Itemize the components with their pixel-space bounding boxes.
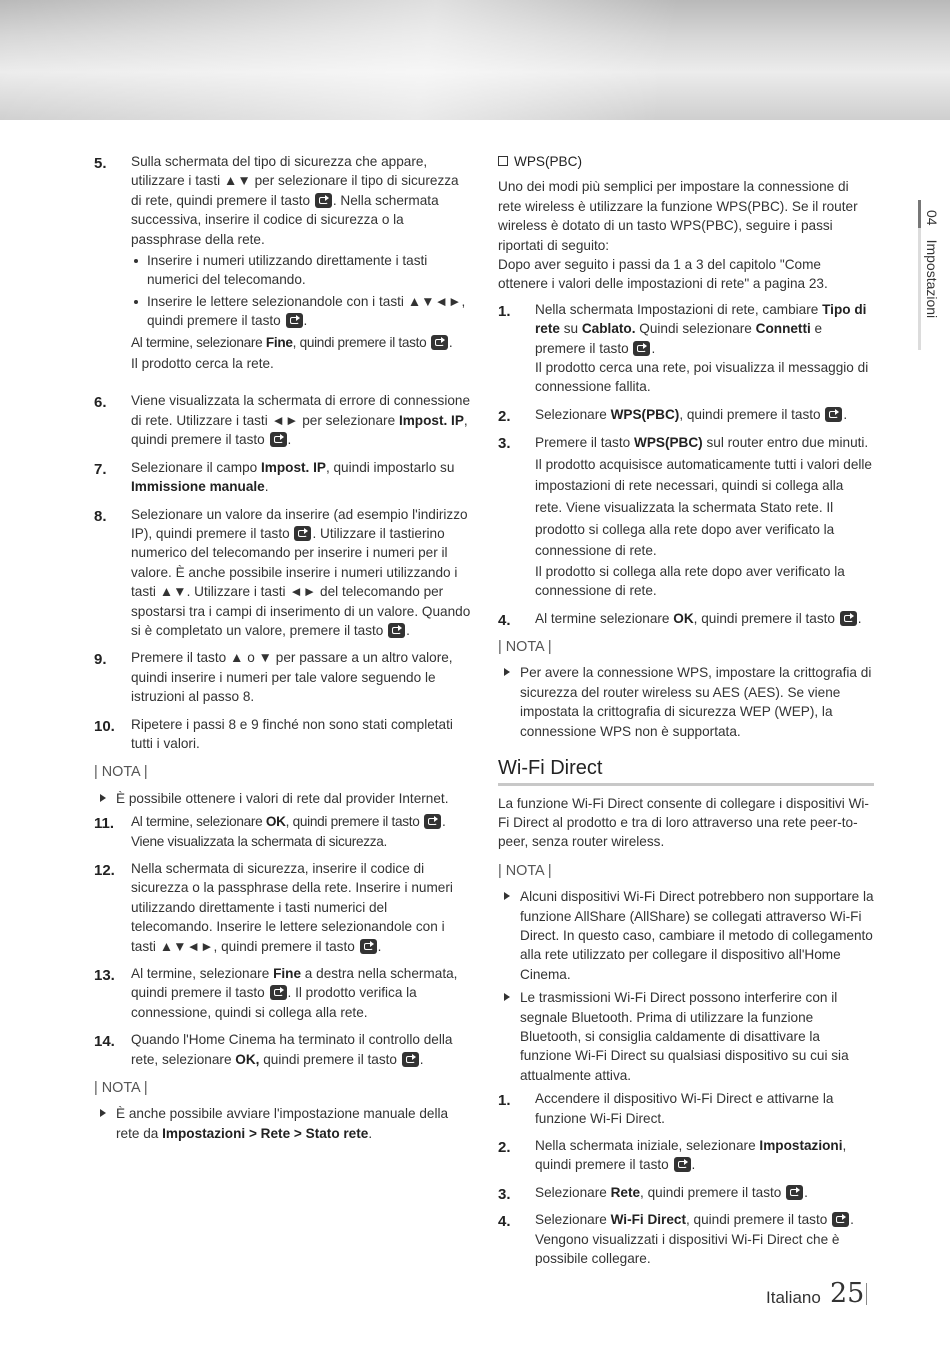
wps-intro: Uno dei modi più semplici per impostare la connessione di rete wireless è utilizzare la funzione WPS(PBC). Se il router wireless è dotato di un tasto WPS(PBC), seguire i passi riportati di seguito: [498, 179, 858, 253]
bullet-item: Inserire i numeri utilizzando direttamente i tasti numerici del telecomando. [131, 251, 472, 290]
wps-step-3: 3. Premere il tasto WPS(PBC) sul router entro due minuti. Il prodotto acquisisce automaticamente tutti i valori delle impostazioni di rete necessari, quindi si collega alla rete. Viene visualizzata la schermata Stato rete. Il prodotto si collega alla rete dopo aver verificato la connessione di rete. Il prodotto si collega alla rete dopo aver verificato la connessione di rete. [498, 435, 872, 599]
chapter-number: 04 [924, 210, 940, 226]
step-number: 10. [94, 717, 115, 735]
enter-button-icon [402, 1052, 419, 1067]
right-column [498, 152, 874, 1276]
step-number: 11. [94, 815, 115, 833]
step-number: 2. [498, 1139, 511, 1156]
header-band [0, 0, 950, 120]
step-6: 6. Viene visualizzata la schermata di errore di connessione di rete. Utilizzare i tasti ◄► per selezionare Impost. IP, quindi premere il tasto . [94, 393, 471, 448]
enter-button-icon [840, 611, 857, 626]
footer-language: Italiano [766, 1288, 821, 1307]
step-number: 13. [94, 967, 115, 985]
note-heading: | NOTA | [94, 1080, 148, 1097]
checkbox-icon [498, 156, 508, 166]
wifi-direct-intro: La funzione Wi-Fi Direct consente di collegare i dispositivi Wi-Fi Direct al prodotto e tra di loro attraverso una rete peer-to-peer, senza router wireless. [498, 795, 869, 850]
wifi-step-4: 4. Selezionare Wi-Fi Direct, quindi premere il tasto . Vengono visualizzati i dispositivi Wi-Fi Direct che è possibile collegare. [498, 1212, 854, 1267]
step-number: 4. [498, 1213, 511, 1231]
note-item: Alcuni dispositivi Wi-Fi Direct potrebbero non supportare la funzione AllShare (AllShare) se collegati attraverso Wi-Fi Direct. In questo caso, cambiare il metodo di collegamento alla rete utilizzato per collegare il dispositivo all'Home Cinema. [498, 887, 874, 984]
step-number: 8. [94, 507, 107, 525]
step-number: 12. [94, 862, 115, 879]
step-number: 4. [498, 611, 511, 629]
note-heading: | NOTA | [498, 639, 552, 656]
wifi-step-1: 1. Accendere il dispositivo Wi-Fi Direct e attivarne la funzione Wi-Fi Direct. [498, 1091, 834, 1126]
enter-button-icon [286, 313, 303, 328]
step-number: 3. [498, 435, 511, 453]
bullet-item: Inserire le lettere selezionandole con i tasti ▲▼◄►, quindi premere il tasto . [131, 292, 472, 331]
step-number: 1. [498, 302, 511, 320]
step-14: 14. Quando l'Home Cinema ha terminato il controllo della rete, selezionare OK, quindi premere il tasto . [94, 1032, 453, 1067]
step-number: 2. [498, 407, 511, 425]
step-5 [94, 152, 472, 373]
enter-button-icon [315, 193, 332, 208]
note-item: Per avere la connessione WPS, impostare la crittografia di sicurezza del router wireless su AES (AES). Se viene impostata la crittografia di sicurezza WEP (WEP), la connessione WPS non è supportata. [498, 663, 874, 741]
step-number: 14. [94, 1033, 115, 1051]
enter-button-icon [270, 985, 287, 1000]
enter-button-icon [424, 814, 441, 829]
enter-button-icon [825, 407, 842, 422]
enter-button-icon [786, 1185, 803, 1200]
enter-button-icon [270, 432, 287, 447]
note-item: È possibile ottenere i valori di rete dal provider Internet. [94, 789, 472, 808]
step-number: 3. [498, 1185, 511, 1203]
step-number: 1. [498, 1092, 511, 1110]
wps-heading: WPS(PBC) [498, 152, 874, 171]
step-text: Sulla schermata del tipo di sicurezza che appare, utilizzare i tasti ▲▼ per selezionare il tipo di sicurezza di rete, quindi premere il tasto . Nella schermata successiva, inserire il codice di sicurezza o la passphrase della rete. [131, 154, 459, 247]
step-11: 11. Al termine, selezionare OK, quindi premere il tasto . Viene visualizzata la schermata di sicurezza. [94, 814, 446, 849]
wifi-step-3: 3. Selezionare Rete, quindi premere il tasto . [498, 1184, 808, 1203]
note-item: È anche possibile avviare l'impostazione manuale della rete da Impostazioni > Rete > Stato rete. [94, 1104, 472, 1143]
step-number: 6. [94, 394, 107, 412]
wifi-step-2: 2. Nella schermata iniziale, selezionare Impostazioni, quindi premere il tasto . [498, 1138, 847, 1173]
step-note: Il prodotto cerca la rete. [131, 356, 274, 372]
enter-button-icon [674, 1157, 691, 1172]
enter-button-icon [431, 335, 448, 350]
step-number: 5. [94, 155, 107, 172]
footer-divider [866, 1283, 867, 1305]
note-heading: | NOTA | [498, 862, 552, 879]
enter-button-icon [633, 341, 650, 356]
wps-intro-2: Dopo aver seguito i passi da 1 a 3 del capitolo "Come ottenere i valori delle impostazioni di rete" a pagina 23. [498, 257, 828, 292]
enter-button-icon [388, 623, 405, 638]
enter-button-icon [294, 526, 311, 541]
step-number: 7. [94, 460, 107, 478]
chapter-title: Impostazioni [924, 239, 940, 319]
wps-step-2: 2. Selezionare WPS(PBC), quindi premere il tasto . [498, 406, 848, 425]
step-13: 13. Al termine, selezionare Fine a destra nella schermata, quindi premere il tasto . Il prodotto verifica la connessione, quindi si collega alla rete. [94, 966, 458, 1020]
step-12: 12. Nella schermata di sicurezza, inserire il codice di sicurezza o la passphrase della rete. Inserire i numeri utilizzando direttamente i tasti numerici del telecomando. Inserire le lettere selezionandole con i tasti ▲▼◄►, quindi premere il tasto . [94, 861, 453, 954]
section-divider [498, 783, 874, 786]
step-8: 8. Selezionare un valore da inserire (ad esempio l'indirizzo IP), quindi premere il tasto . Utilizzare il tastierino numerico del telecomando per inserire i numeri per il valore. È anche possibile inserire i numeri utilizzando i tasti ▲▼. Utilizzare i tasti ◄► del telecomando per spostarsi tra i campi di inserimento di un valore. Quando si è completato un valore, premere il tasto . [94, 506, 471, 638]
note-heading: | NOTA | [94, 764, 148, 781]
step-9: 9. Premere il tasto ▲ o ▼ per passare a un altro valore, quindi inserire i numeri per tale valore seguendo le istruzioni al passo 8. [94, 650, 453, 705]
step-number: 9. [94, 651, 107, 669]
wps-step-1: 1. Nella schermata Impostazioni di rete, cambiare Tipo di rete su Cablato. Quindi selezionare Connetti e premere il tasto . Il prodotto cerca una rete, poi visualizza il messaggio di connessione fallita. [498, 301, 869, 395]
wifi-direct-title: Wi-Fi Direct [498, 757, 603, 780]
note-item: Le trasmissioni Wi-Fi Direct possono interferire con il segnale Bluetooth. Prima di utilizzare la funzione Bluetooth, si consiglia caldamente di disattivare la funzione Wi-Fi Direct su qualsiasi dispositivo su cui sia attualmente attiva. [498, 988, 874, 1085]
page-number: 25 [830, 1278, 865, 1309]
step-7: 7. Selezionare il campo Impost. IP, quindi impostarlo su Immissione manuale. [94, 459, 455, 495]
left-column [94, 152, 472, 1147]
wps-step-4: 4. Al termine selezionare OK, quindi premere il tasto . [498, 610, 862, 629]
enter-button-icon [360, 939, 377, 954]
step-10: 10. Ripetere i passi 8 e 9 finché non sono stati completati tutti i valori. [94, 716, 453, 751]
step-note: Al termine, selezionare Fine, quindi premere il tasto . [131, 334, 453, 350]
chapter-label [924, 210, 940, 318]
enter-button-icon [832, 1212, 849, 1227]
